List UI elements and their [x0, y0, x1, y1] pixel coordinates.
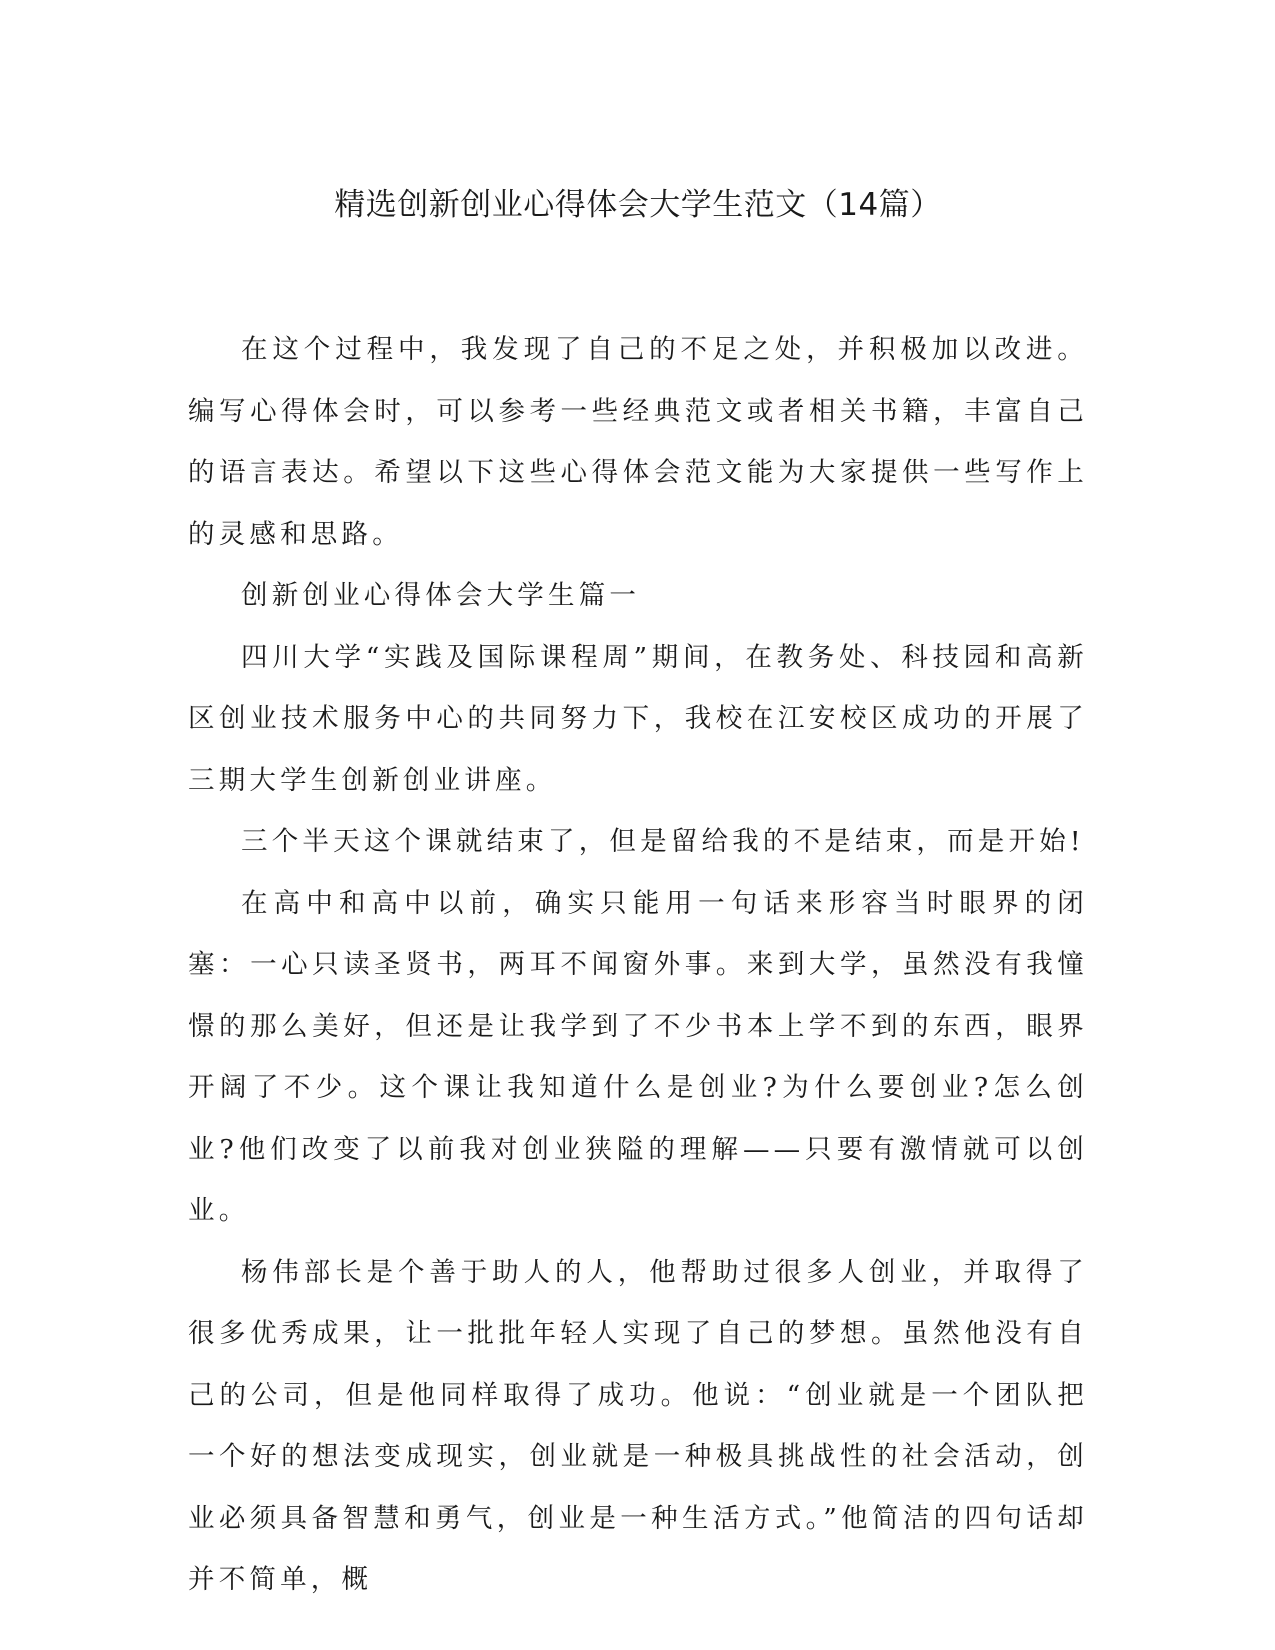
- paragraph: 三个半天这个课就结束了，但是留给我的不是结束，而是开始!: [241, 826, 1085, 857]
- paragraph: 四川大学“实践及国际课程周”期间，在教务处、科技园和高新区创业技术服务中心的共同努力下，我校在江安校区成功的开展了三期大学生创新创业讲座。: [188, 641, 1088, 796]
- paragraph: 在高中和高中以前，确实只能用一句话来形容当时眼界的闭塞：一心只读圣贤书，两耳不闻窗外事。来到大学，虽然没有我憧憬的那么美好，但还是让我学到了不少书本上学不到的东西，眼界开阔了不少。这个课让我知道什么是创业?为什么要创业?怎么创业?他们改变了以前我对创业狭隘的理解——只要有激情就可以创业。: [188, 887, 1088, 1226]
- section-heading: 创新创业心得体会大学生篇一: [241, 580, 641, 611]
- paragraph-intro: 在这个过程中，我发现了自己的不足之处，并积极加以改进。编写心得体会时，可以参考一些经典范文或者相关书籍，丰富自己的语言表达。希望以下这些心得体会范文能为大家提供一些写作上的灵感和思路。: [188, 334, 1088, 550]
- document-title: 精选创新创业心得体会大学生范文（14篇）: [334, 187, 942, 223]
- document-page: [188, 0, 1088, 1650]
- paragraph: 杨伟部长是个善于助人的人，他帮助过很多人创业，并取得了很多优秀成果，让一批批年轻人实现了自己的梦想。虽然他没有自己的公司，但是他同样取得了成功。他说：“创业就是一个团队把一个好的想法变成现实，创业就是一种极具挑战性的社会活动，创业必须具备智慧和勇气，创业是一种生活方式。”他简洁的四句话却并不简单，概: [188, 1256, 1088, 1595]
- document-body: [188, 319, 1088, 1611]
